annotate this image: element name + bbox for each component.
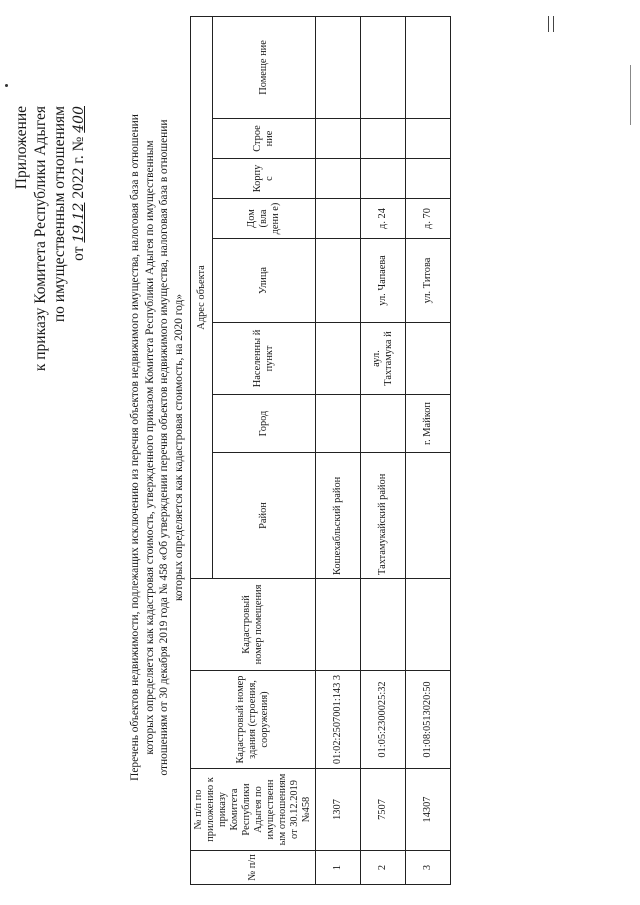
speck-mark [5, 84, 8, 87]
cell-settlement [406, 323, 451, 395]
date-prefix: от [70, 246, 87, 261]
col-stroenie: Строе ние [213, 119, 316, 159]
objects-table [190, 16, 451, 885]
cell-cad-room [316, 579, 361, 671]
scan-edge-mark [548, 16, 554, 32]
order-number: 400 [71, 106, 87, 133]
cell-pomeshchenie [316, 16, 361, 118]
cell-street [316, 239, 361, 323]
cell-cad-building: 01:05:2300025:32 [361, 671, 406, 769]
cell-house: д. 24 [361, 199, 406, 239]
cell-korpus [406, 159, 451, 199]
table-row [361, 16, 406, 884]
col-settlement: Населенны й пункт [213, 323, 316, 395]
cell-app-num: 7507 [361, 769, 406, 851]
cell-stroenie [406, 119, 451, 159]
cell-stroenie [316, 119, 361, 159]
cell-settlement: аул. Тахтамука й [361, 323, 406, 395]
col-district: Район [213, 453, 316, 579]
appendix-title: Приложение [13, 106, 30, 190]
cell-district: Кошехабльский район [316, 453, 361, 579]
cell-city: г. Майкоп [406, 395, 451, 453]
cell-house [316, 199, 361, 239]
cell-num: 3 [406, 851, 451, 885]
scan-edge-line [630, 65, 631, 125]
cell-korpus [316, 159, 361, 199]
cell-app-num: 1307 [316, 769, 361, 851]
cell-stroenie [361, 119, 406, 159]
cell-house: д. 70 [406, 199, 451, 239]
cell-pomeshchenie [361, 16, 406, 118]
document-intro: Перечень объектов недвижимости, подлежащих исключению из перечня объектов недвижимого имущества, налоговая база в отношении которых определяется как кадастровая стоимость, утвержденного приказом Комитета Республики Адыгея по имущественным отношениям от 30 декабря 2019 года № 458 «Об утверждении перечня объектов недвижимого имущества, налоговая база в отношении которых определяется как кадастровая стоимость, на 2020 год» [129, 114, 185, 781]
col-cad-room: Кадастровый номер помещения [191, 579, 316, 671]
appendix-order-ref: к приказу Комитета Республики Адыгея [32, 106, 49, 372]
col-street: Улица [213, 239, 316, 323]
cell-cad-building: 01:08:0513020:50 [406, 671, 451, 769]
col-pomeshchenie: Помеще ние [213, 16, 316, 118]
cell-app-num: 14307 [406, 769, 451, 851]
cell-district [406, 453, 451, 579]
table-row [316, 16, 361, 884]
col-city: Город [213, 395, 316, 453]
cell-settlement [316, 323, 361, 395]
col-korpus: Корпу с [213, 159, 316, 199]
cell-korpus [361, 159, 406, 199]
table-row [406, 16, 451, 884]
cell-city [361, 395, 406, 453]
appendix-date-line [69, 106, 89, 406]
date-year: 2022 г. № [70, 136, 87, 199]
appendix-header [12, 106, 89, 406]
cell-city [316, 395, 361, 453]
table-header-row [191, 16, 213, 884]
col-cad-building: Кадастровый номер здания (строения, сооружения) [191, 671, 316, 769]
cell-pomeshchenie [406, 16, 451, 118]
cell-cad-building: 01:02:2507001:143 3 [316, 671, 361, 769]
col-address-group: Адрес объекта [191, 16, 213, 578]
cell-district: Тахтамукайский район [361, 453, 406, 579]
col-num: № п/п [191, 851, 316, 885]
col-house: Дом (вла дени е) [213, 199, 316, 239]
cell-cad-room [406, 579, 451, 671]
cell-num: 1 [316, 851, 361, 885]
cell-num: 2 [361, 851, 406, 885]
cell-cad-room [361, 579, 406, 671]
cell-street: ул. Титова [406, 239, 451, 323]
date-day-month: 19.12 [71, 202, 87, 243]
appendix-committee: по имущественным отношениям [51, 106, 68, 323]
cell-street: ул. Чапаева [361, 239, 406, 323]
col-app-num: № п/п по приложению к приказу Комитета Республики Адыгея по имущественн ым отношениям от 30.12.2019 №458 [191, 769, 316, 851]
